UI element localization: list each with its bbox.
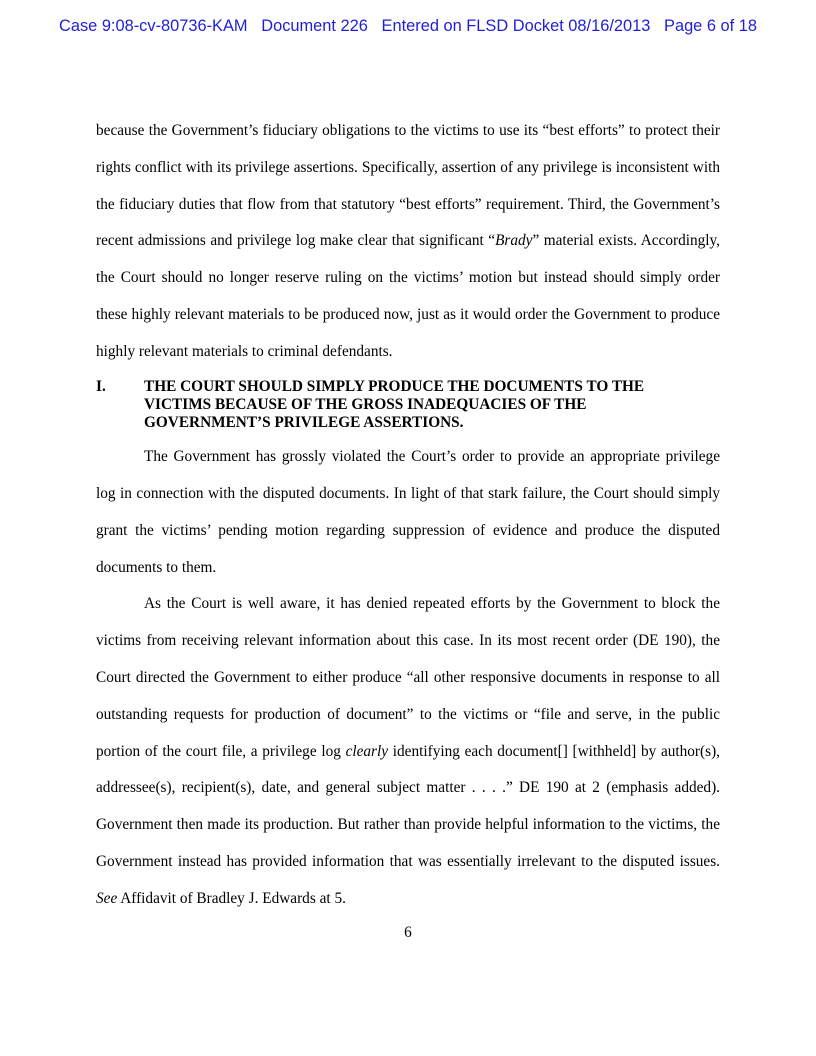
entered-on-docket: Entered on FLSD Docket 08/16/2013 xyxy=(381,17,651,35)
paragraph-2: The Government has grossly violated the Court’s order to provide an appropriate privilege log in connection with the disputed documents. In light of that stark failure, the Court should simply grant the victims’ pending motion regarding suppression of evidence and produce the disputed documents to them. xyxy=(96,448,720,576)
paragraph-3-italic-see: See xyxy=(96,889,118,907)
paragraph-3-text-a: As the Court is well aware, it has denied repeated efforts by the Government to block the victims from receiving relevant information about this case. In its most recent order (DE 190), the Court directed the Government to either produce “all other responsive documents in response to all outstanding requests for production of document” to the victims or “file and serve, in the public portion of the court file, a privilege log xyxy=(96,595,720,760)
paragraph-3-italic-clearly: clearly xyxy=(345,742,389,760)
case-number: Case 9:08-cv-80736-KAM xyxy=(59,17,248,35)
page-number: 6 xyxy=(404,924,412,941)
document-body xyxy=(96,113,720,918)
section-heading-number: I. xyxy=(96,377,106,395)
paragraph-1-italic-brady: Brady xyxy=(495,232,533,250)
paragraph-3-text-c: Affidavit of Bradley J. Edwards at 5. xyxy=(117,889,346,907)
paragraph-1 xyxy=(96,113,720,371)
document-number: Document 226 xyxy=(261,17,368,35)
paragraph-3-text-b: identifying each document[] [withheld] by author(s), addressee(s), recipient(s), date, and general subject matter . . . .” DE 190 at 2 (emphasis added). Government then made its production. But rather than provide helpful information to the victims, the Government instead has provided information that was essentially irrelevant to the disputed issues. xyxy=(96,742,720,870)
page-of-total: Page 6 of 18 xyxy=(664,17,757,35)
docket-header xyxy=(0,17,816,36)
section-heading xyxy=(96,378,720,433)
paragraph-3 xyxy=(96,586,720,917)
paragraph-1-text-a: because the Government’s fiduciary obligations to the victims to use its “best efforts” to protect their rights conflict with its privilege assertions. Specifically, assertion of any privilege is inconsistent with the fiduciary duties that flow from that statutory “best efforts” requirement. Third, the Government’s recent admissions and privilege log make clear that significant “ xyxy=(96,122,720,250)
paragraph-1-text-b: ” material exists. Accordingly, the Court should no longer reserve ruling on the victims’ motion but instead should simply order these highly relevant materials to be produced now, just as it would order the Government to produce highly relevant materials to criminal defendants. xyxy=(96,232,720,360)
section-heading-title: THE COURT SHOULD SIMPLY PRODUCE THE DOCUMENTS TO THE VICTIMS BECAUSE OF THE GROSS INADEQUACIES OF THE GOVERNMENT’S PRIVILEGE ASSERTIONS. xyxy=(144,377,645,431)
